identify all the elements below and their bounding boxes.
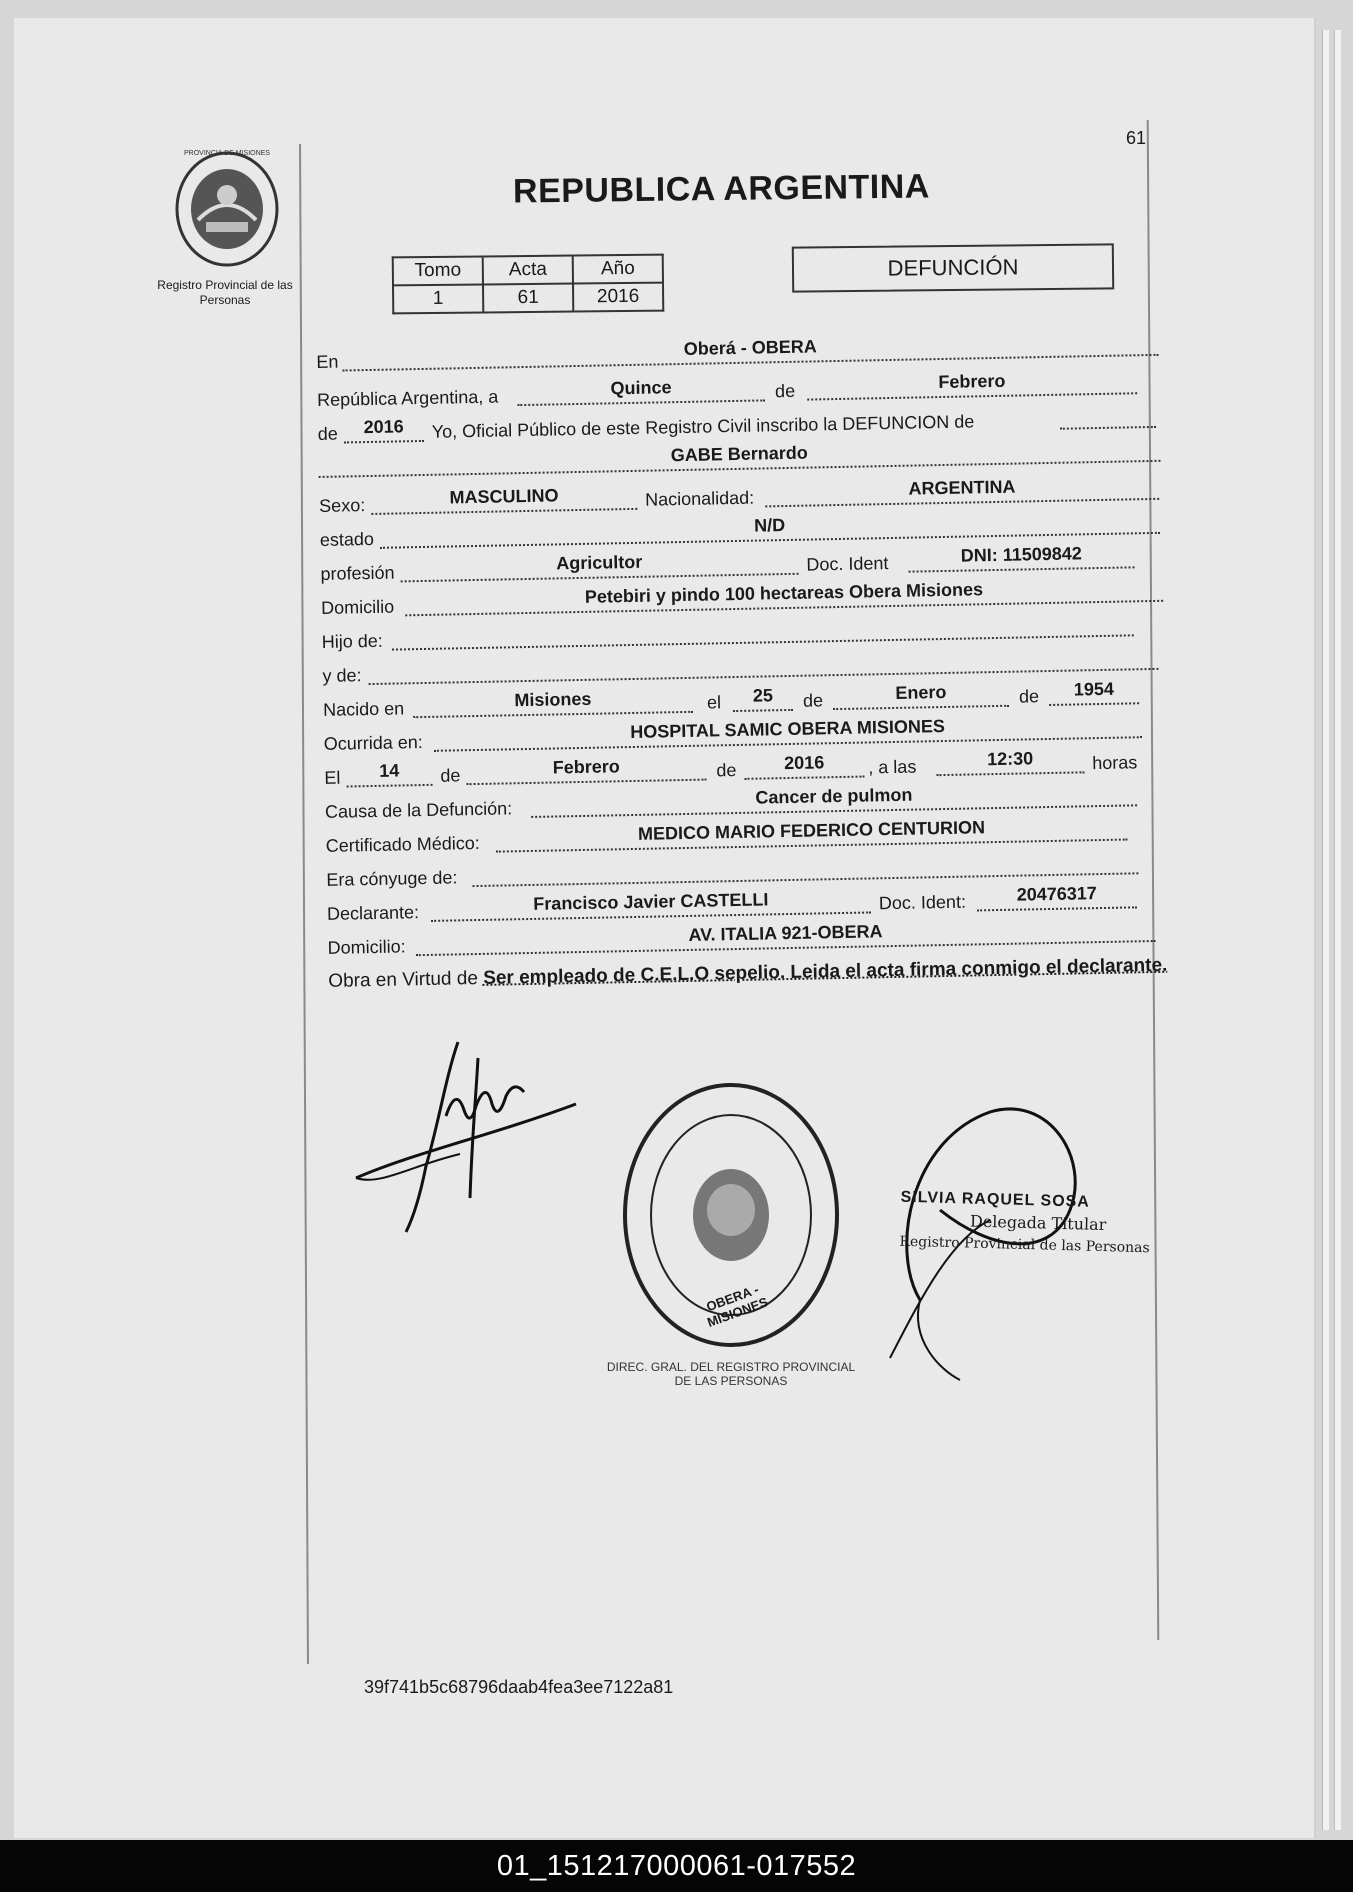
- registry-caption: Registro Provincial de las Personas: [157, 278, 293, 307]
- table-cell-tomo: 1: [393, 284, 483, 313]
- month-field: Febrero: [807, 364, 1138, 400]
- doc-ident-label: Doc. Ident: [806, 553, 889, 575]
- doc-ident2-label: Doc. Ident:: [878, 891, 967, 914]
- year-field: 2016: [343, 412, 424, 444]
- de-label: de: [317, 423, 339, 444]
- registrar-role: Delegada Titular: [969, 1211, 1107, 1235]
- el-label: El: [324, 767, 341, 788]
- certificado-label: Certificado Médico:: [325, 832, 480, 856]
- place-field: Oberá - OBERA: [342, 326, 1158, 372]
- record-table: [392, 254, 665, 315]
- de-label: de: [716, 760, 737, 781]
- domicilio2-label: Domicilio:: [327, 936, 406, 958]
- sexo-field: MASCULINO: [371, 480, 638, 515]
- document-hash: 39f741b5c68796daab4fea3ee7122a81: [364, 1677, 674, 1697]
- estado-field: N/D: [379, 504, 1159, 549]
- domicilio-label: Domicilio: [320, 596, 395, 618]
- certificado-field: MEDICO MARIO FEDERICO CENTURION: [495, 811, 1127, 853]
- en-label: En: [316, 351, 339, 372]
- birth-month-field: Enero: [833, 677, 1010, 710]
- el-label: el: [706, 692, 722, 713]
- a-las-label: , a las: [868, 756, 917, 778]
- deceased-name-field: GABE Bernardo: [318, 432, 1160, 478]
- de-label: de: [1018, 686, 1040, 707]
- profesion-field: Agricultor: [400, 545, 799, 583]
- left-margin-line: [299, 144, 309, 1664]
- table-cell-ano: 2016: [573, 283, 663, 312]
- doc-ident2-field: 20476317: [977, 878, 1138, 911]
- nacionalidad-field: ARGENTINA: [765, 470, 1160, 508]
- table-header-tomo: Tomo: [393, 256, 483, 285]
- ocurrida-field: HOSPITAL SAMIC OBERA MISIONES: [433, 708, 1141, 752]
- hijo-label: Hijo de:: [321, 630, 384, 652]
- republica-label: República Argentina, a: [316, 386, 499, 410]
- nacido-field: Misiones: [413, 683, 694, 718]
- obra-label: Obra en Virtud de: [328, 968, 479, 992]
- record-type-box: DEFUNCIÓN: [792, 243, 1114, 292]
- estado-label: estado: [319, 528, 375, 550]
- table-header-acta: Acta: [483, 256, 573, 285]
- stamp-ring-text: DIREC. GRAL. DEL REGISTRO PROVINCIAL DE LAS PERSONAS: [606, 1360, 856, 1388]
- province-seal-icon: [168, 150, 286, 268]
- obra-field: Ser empleado de C.E.L.O sepelio. Leida el acta firma conmigo el declarante.: [483, 954, 1168, 989]
- page-edge: [1334, 30, 1341, 1830]
- nacionalidad-label: Nacionalidad:: [644, 487, 755, 510]
- birth-day-field: 25: [733, 681, 794, 712]
- registrar-office: Registro Provincial de las Personas: [899, 1233, 1150, 1257]
- page-title: REPUBLICA ARGENTINA: [512, 167, 931, 211]
- y-de-label: y de:: [322, 665, 362, 686]
- death-day-field: 14: [346, 756, 433, 788]
- doc-ident-field: DNI: 11509842: [908, 538, 1135, 572]
- declarante-field: Francisco Javier CASTELLI: [431, 883, 871, 921]
- causa-label: Causa de la Defunción:: [324, 798, 513, 822]
- registrar-block: [899, 1187, 1151, 1260]
- death-year-field: 2016: [744, 748, 865, 780]
- declarante-label: Declarante:: [326, 902, 420, 924]
- blank-field: [1059, 398, 1156, 430]
- de-label: de: [802, 690, 824, 711]
- nacido-label: Nacido en: [322, 698, 405, 720]
- declarant-signature: [350, 1036, 590, 1236]
- page-number: 61: [1126, 128, 1147, 148]
- seal-text: PROVINCIA DE MISIONES: [184, 150, 270, 157]
- birth-year-field: 1954: [1049, 674, 1140, 706]
- stamp-inner-text: OBERA - MISIONES: [704, 1281, 770, 1330]
- horas-label: horas: [1092, 752, 1138, 774]
- ocurrida-label: Ocurrida en:: [323, 732, 423, 754]
- conyuge-label: Era cónyuge de:: [326, 867, 458, 890]
- sexo-label: Sexo:: [318, 495, 366, 516]
- footer-id: 01_151217000061-017552: [0, 1840, 1353, 1892]
- day-field: Quince: [517, 371, 766, 406]
- table-cell-acta: 61: [483, 284, 573, 313]
- de-label: de: [440, 765, 461, 786]
- death-time-field: 12:30: [936, 743, 1085, 776]
- domicilio-field: Petebiri y pindo 100 hectareas Obera Misiones: [405, 572, 1163, 617]
- de-label: de: [774, 380, 796, 402]
- causa-field: Cancer de pulmon: [531, 776, 1137, 818]
- page-edge: [1322, 30, 1329, 1830]
- table-header-ano: Año: [573, 255, 663, 284]
- domicilio2-field: AV. ITALIA 921-OBERA: [415, 912, 1155, 956]
- yo-text: Yo, Oficial Público de este Registro Civil inscribo la DEFUNCION de: [431, 411, 975, 442]
- profesion-label: profesión: [320, 562, 395, 584]
- registrar-name: SILVIA RAQUEL SOSA: [900, 1188, 1091, 1211]
- death-record-form: [316, 324, 1178, 998]
- death-month-field: Febrero: [466, 751, 707, 786]
